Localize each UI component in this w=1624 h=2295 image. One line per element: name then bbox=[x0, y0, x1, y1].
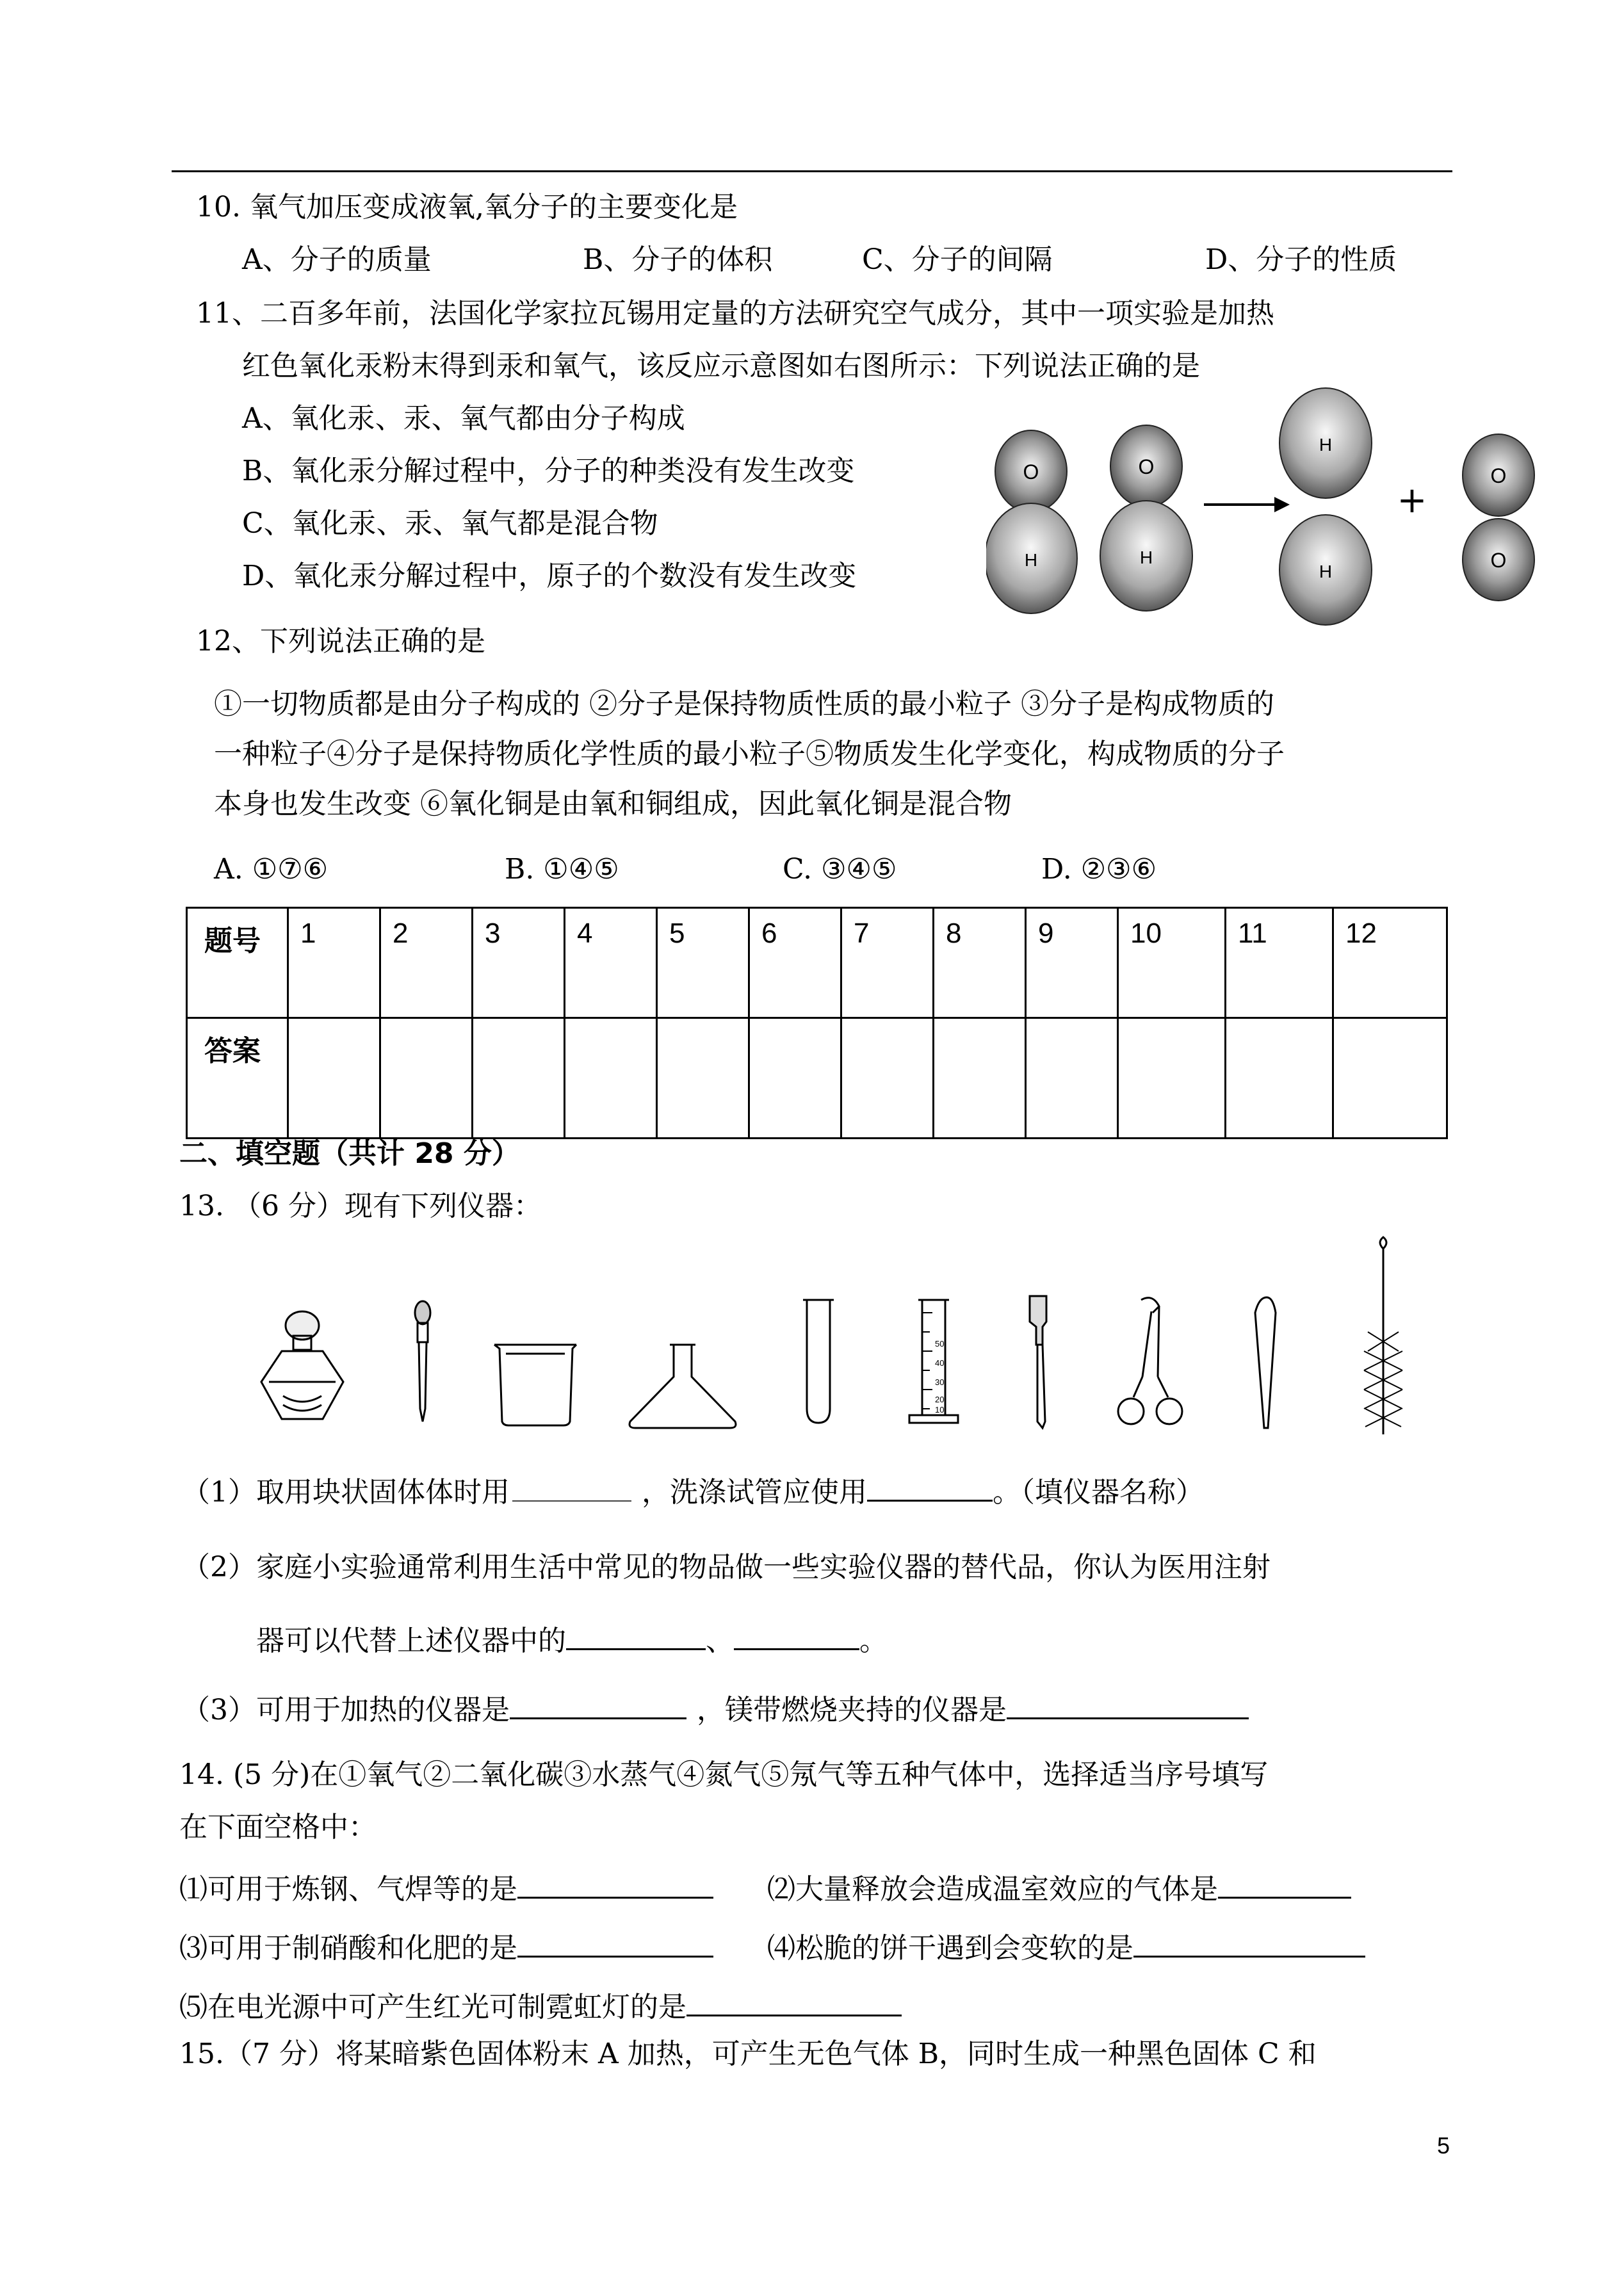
atom-label: O bbox=[1138, 455, 1155, 478]
molecule-2 bbox=[1100, 425, 1192, 611]
q13-part2-text-c: 。 bbox=[859, 1625, 888, 1657]
q12-statement-line2: 一种粒子④分子是保持物质化学性质的最小粒子⑤物质发生化学变化，构成物质的分子 bbox=[214, 738, 1285, 770]
molecule-h2 bbox=[1279, 388, 1372, 625]
question-number-cell: 3 bbox=[473, 908, 565, 1018]
blank-tube-wash[interactable] bbox=[867, 1470, 993, 1502]
blank-syringe-2[interactable] bbox=[734, 1619, 859, 1650]
question-number-cell: 5 bbox=[657, 908, 749, 1018]
q13-stem: 13. （6 分）现有下列仪器： bbox=[179, 1190, 542, 1222]
alcohol-lamp-icon bbox=[261, 1311, 343, 1419]
blank-syringe-1[interactable] bbox=[566, 1619, 706, 1650]
q13-part2-text-a: 器可以代替上述仪器中的 bbox=[256, 1625, 566, 1657]
blank-q14-3[interactable] bbox=[517, 1926, 713, 1958]
q11-option-b: B、氧化汞分解过程中，分子的种类没有发生改变 bbox=[242, 455, 855, 487]
instrument-row bbox=[243, 1217, 1409, 1447]
q14-item-5 bbox=[179, 1985, 902, 2027]
plus-sign: + bbox=[1397, 480, 1427, 521]
question-number-cell: 4 bbox=[565, 908, 657, 1018]
atom-label: H bbox=[1319, 562, 1333, 581]
q13-part1-text-a: （1）取用块状固体体时用 bbox=[182, 1476, 510, 1509]
question-number-cell: 7 bbox=[841, 908, 934, 1018]
graduated-cylinder-icon bbox=[909, 1300, 958, 1423]
q12-option-b: B. ①④⑤ bbox=[505, 853, 619, 886]
question-number-cell: 2 bbox=[380, 908, 473, 1018]
atom-label: O bbox=[1490, 464, 1507, 487]
answer-cell[interactable] bbox=[1333, 1018, 1447, 1139]
q12-stem: 12、下列说法正确的是 bbox=[196, 625, 485, 658]
blank-solid-grab[interactable] bbox=[512, 1471, 631, 1502]
q13-part3-text-b: ，镁带燃烧夹持的仪器是 bbox=[697, 1694, 1007, 1726]
q14-item-3 bbox=[179, 1926, 713, 1968]
cylinder-tick-label: 20 bbox=[935, 1395, 945, 1404]
q13-part1-text-b: ，洗涤试管应使用 bbox=[642, 1476, 867, 1509]
table-answer-label: 答案 bbox=[187, 1018, 288, 1139]
q14-item-5-text: ⑸在电光源中可产生红光可制霓虹灯的是 bbox=[179, 1991, 686, 2023]
q11-stem-line2: 红色氧化汞粉末得到汞和氧气，该反应示意图如右图所示：下列说法正确的是 bbox=[242, 350, 1200, 382]
answer-cell[interactable] bbox=[565, 1018, 657, 1139]
question-number-cell: 6 bbox=[749, 908, 841, 1018]
q13-part2-text-b: 、 bbox=[706, 1625, 734, 1657]
blank-q14-1[interactable] bbox=[517, 1867, 713, 1899]
q13-part2-line1: （2）家庭小实验通常利用生活中常见的物品做一些实验仪器的替代品，你认为医用注射 bbox=[182, 1551, 1271, 1584]
dropper-icon bbox=[415, 1301, 430, 1422]
atom-label: H bbox=[1319, 435, 1333, 455]
q12-option-a: A. ①⑦⑥ bbox=[214, 853, 329, 886]
answer-cell[interactable] bbox=[1226, 1018, 1333, 1139]
cylinder-tick-label: 30 bbox=[935, 1377, 945, 1387]
reaction-arrow bbox=[1204, 497, 1290, 512]
question-number-cell: 9 bbox=[1026, 908, 1118, 1018]
test-tube-icon bbox=[803, 1300, 834, 1423]
q14-item-4-text: ⑷松脆的饼干遇到会变软的是 bbox=[767, 1932, 1133, 1965]
section-2-title: 二、填空题（共计 28 分） bbox=[179, 1137, 520, 1170]
answer-cell[interactable] bbox=[934, 1018, 1026, 1139]
q14-stem-line1: 14. (5 分)在①氧气②二氧化碳③水蒸气④氮气⑤氖气等五种气体中，选择适当序号填写 bbox=[179, 1758, 1269, 1791]
atom-label: H bbox=[1024, 550, 1038, 570]
q11-option-a: A、氧化汞、汞、氧气都由分子构成 bbox=[242, 402, 685, 435]
q14-item-2 bbox=[767, 1867, 1351, 1909]
conical-flask-icon bbox=[629, 1345, 736, 1428]
q12-statement-line3: 本身也发生改变 ⑥氧化铜是由氧和铜组成，因此氧化铜是混合物 bbox=[214, 788, 1012, 820]
answer-cell[interactable] bbox=[657, 1018, 749, 1139]
blank-tongs[interactable] bbox=[1007, 1688, 1249, 1719]
q11-option-c: C、氧化汞、汞、氧气都是混合物 bbox=[242, 507, 658, 540]
answer-cell[interactable] bbox=[749, 1018, 841, 1139]
blank-q14-5[interactable] bbox=[686, 1985, 902, 2016]
blank-q14-2[interactable] bbox=[1218, 1867, 1351, 1899]
atom-label: O bbox=[1490, 549, 1507, 572]
blank-heating-instrument[interactable] bbox=[510, 1688, 686, 1719]
molecule-o2 bbox=[1463, 434, 1534, 601]
q10-stem: 10. 氧气加压变成液氧,氧分子的主要变化是 bbox=[196, 191, 738, 223]
page-number: 5 bbox=[1437, 2132, 1450, 2159]
q14-item-4 bbox=[767, 1926, 1365, 1968]
answer-cell[interactable] bbox=[288, 1018, 380, 1139]
q13-part1-text-c: 。（填仪器名称） bbox=[993, 1476, 1204, 1509]
q12-option-c: C. ③④⑤ bbox=[783, 853, 897, 886]
crucible-tongs-icon bbox=[1118, 1298, 1182, 1424]
question-number-cell: 1 bbox=[288, 908, 380, 1018]
q15-stem: 15.（7 分）将某暗紫色固体粉末 A 加热，可产生无色气体 B，同时生成一种黑色固体 C 和 bbox=[179, 2038, 1317, 2070]
answer-cell[interactable] bbox=[1118, 1018, 1226, 1139]
cylinder-tick-label: 10 bbox=[935, 1405, 945, 1415]
q11-stem-line1: 11、二百多年前，法国化学家拉瓦锡用定量的方法研究空气成分，其中一项实验是加热 bbox=[196, 297, 1274, 330]
q13-part3 bbox=[182, 1688, 1249, 1730]
cylinder-tick-label: 40 bbox=[935, 1358, 945, 1368]
q11-option-d: D、氧化汞分解过程中，原子的个数没有发生改变 bbox=[242, 560, 857, 592]
q12-statement-line1: ①一切物质都是由分子构成的 ②分子是保持物质性质的最小粒子 ③分子是构成物质的 bbox=[214, 688, 1274, 720]
q14-stem-line2: 在下面空格中： bbox=[179, 1811, 377, 1844]
question-number-cell: 10 bbox=[1118, 908, 1226, 1018]
q10-option-b: B、分子的体积 bbox=[583, 243, 773, 276]
header-rule bbox=[172, 170, 1452, 172]
test-tube-brush-icon bbox=[1364, 1237, 1402, 1434]
q13-part1 bbox=[182, 1470, 1204, 1512]
q10-option-d: D、分子的性质 bbox=[1205, 243, 1397, 276]
answer-cell[interactable] bbox=[841, 1018, 934, 1139]
medicine-spoon-icon bbox=[1030, 1296, 1046, 1428]
q14-item-1-text: ⑴可用于炼钢、气焊等的是 bbox=[179, 1873, 517, 1906]
answer-cell[interactable] bbox=[473, 1018, 565, 1139]
tweezers-icon bbox=[1255, 1297, 1276, 1428]
question-number-cell: 11 bbox=[1226, 908, 1333, 1018]
answer-table bbox=[186, 907, 1448, 1139]
q10-option-a: A、分子的质量 bbox=[242, 243, 432, 276]
q13-part3-text-a: （3）可用于加热的仪器是 bbox=[182, 1694, 510, 1726]
blank-q14-4[interactable] bbox=[1133, 1926, 1365, 1958]
answer-cell[interactable] bbox=[380, 1018, 473, 1139]
beaker-icon bbox=[494, 1345, 576, 1425]
q10-option-c: C、分子的间隔 bbox=[862, 243, 1053, 276]
q14-item-3-text: ⑶可用于制硝酸和化肥的是 bbox=[179, 1932, 517, 1965]
question-number-cell: 8 bbox=[934, 908, 1026, 1018]
reaction-diagram bbox=[986, 384, 1563, 653]
molecule-1 bbox=[986, 430, 1077, 613]
question-number-cell: 12 bbox=[1333, 908, 1447, 1018]
cylinder-tick-label: 50 bbox=[935, 1339, 945, 1349]
answer-cell[interactable] bbox=[1026, 1018, 1118, 1139]
atom-label: H bbox=[1139, 547, 1153, 567]
q12-option-d: D. ②③⑥ bbox=[1041, 853, 1157, 886]
atom-label: O bbox=[1023, 460, 1039, 483]
q14-item-2-text: ⑵大量释放会造成温室效应的气体是 bbox=[767, 1873, 1218, 1906]
table-header-label: 题号 bbox=[187, 908, 288, 1018]
q14-item-1 bbox=[179, 1867, 713, 1909]
q13-part2-line2 bbox=[256, 1619, 888, 1660]
